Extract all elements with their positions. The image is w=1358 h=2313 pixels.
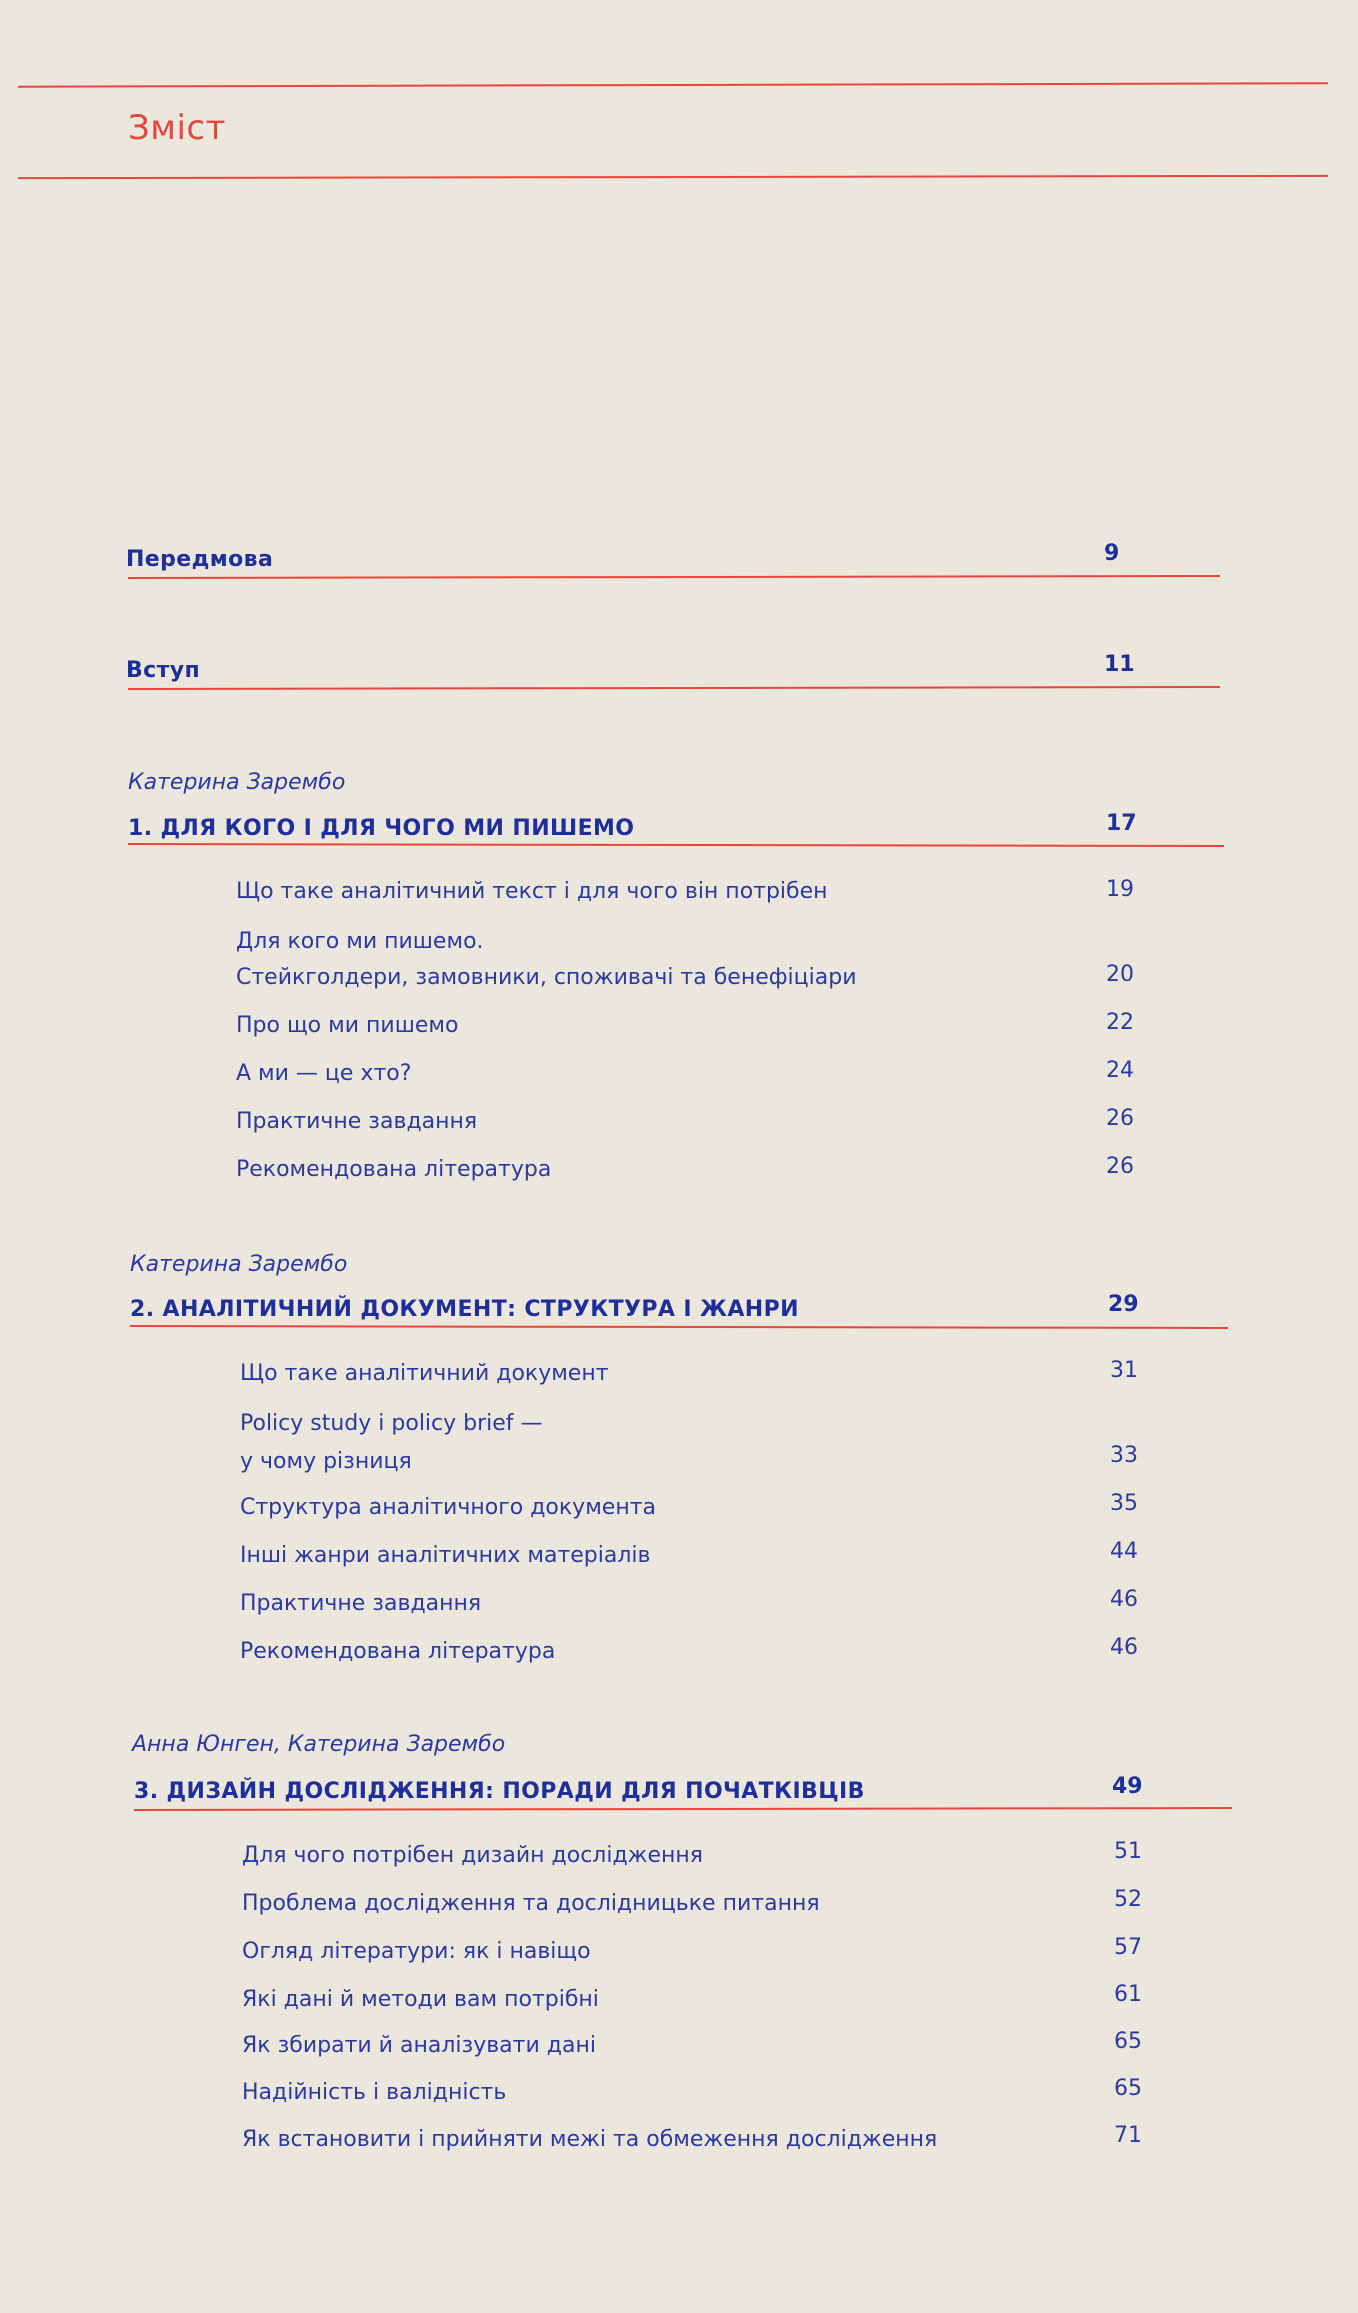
- page-title: Зміст: [128, 108, 226, 148]
- chapter-2-title[interactable]: 2. АНАЛІТИЧНИЙ ДОКУМЕНТ: СТРУКТУРА І ЖАНРИ: [130, 1297, 799, 1322]
- chapter-2-item-6-page: 46: [1110, 1635, 1138, 1660]
- chapter-3-title[interactable]: 3. ДИЗАЙН ДОСЛІДЖЕННЯ: ПОРАДИ ДЛЯ ПОЧАТКІВЦІВ: [134, 1779, 865, 1804]
- header-bottom-rule: [18, 175, 1328, 179]
- toc-page-introduction: 11: [1104, 652, 1135, 677]
- chapter-3-item-6-page: 65: [1114, 2076, 1142, 2101]
- header-top-rule: [18, 82, 1328, 87]
- chapter-3-item-6[interactable]: Надійність і валідність: [242, 2080, 507, 2105]
- chapter-1-title[interactable]: 1. ДЛЯ КОГО І ДЛЯ ЧОГО МИ ПИШЕМО: [128, 816, 635, 841]
- chapter-1-page: 17: [1106, 811, 1137, 836]
- chapter-1-author: Катерина Зарембо: [128, 770, 346, 795]
- chapter-3-item-5[interactable]: Як збирати й аналізувати дані: [242, 2033, 596, 2058]
- chapter-3-item-2[interactable]: Проблема дослідження та дослідницьке питання: [242, 1891, 820, 1916]
- chapter-3-item-3-page: 57: [1114, 1935, 1142, 1960]
- chapter-2-item-6[interactable]: Рекомендована література: [240, 1639, 556, 1664]
- chapter-3-page: 49: [1112, 1774, 1143, 1799]
- chapter-1-item-2-page: 20: [1106, 962, 1134, 987]
- chapter-3-item-4-page: 61: [1114, 1982, 1142, 2007]
- chapter-1-item-4-page: 24: [1106, 1058, 1134, 1083]
- chapter-2-author: Катерина Зарембо: [130, 1252, 348, 1277]
- chapter-1-item-2-line-2[interactable]: Стейкголдери, замовники, споживачі та бенефіціари: [236, 965, 857, 990]
- chapter-2-item-1[interactable]: Що таке аналітичний документ: [240, 1361, 609, 1386]
- chapter-2-page: 29: [1108, 1292, 1139, 1317]
- chapter-3-item-5-page: 65: [1114, 2029, 1142, 2054]
- chapter-3-item-7-page: 71: [1114, 2123, 1142, 2148]
- chapter-3-item-1-page: 51: [1114, 1839, 1142, 1864]
- toc-entry-introduction[interactable]: Вступ: [126, 658, 201, 683]
- chapter-3-item-4[interactable]: Які дані й методи вам потрібні: [242, 1987, 599, 2012]
- chapter-1-rule: [128, 843, 1224, 847]
- chapter-2-item-2-page: 33: [1110, 1443, 1138, 1468]
- chapter-3-rule: [134, 1807, 1232, 1811]
- chapter-1-item-1-page: 19: [1106, 877, 1134, 902]
- chapter-1-item-6[interactable]: Рекомендована література: [236, 1157, 552, 1182]
- chapter-2-item-3[interactable]: Структура аналітичного документа: [240, 1495, 657, 1520]
- chapter-3-item-2-page: 52: [1114, 1887, 1142, 1912]
- chapter-2-item-2-line-2[interactable]: у чому різниця: [240, 1449, 412, 1474]
- chapter-1-item-3[interactable]: Про що ми пишемо: [236, 1013, 459, 1038]
- chapter-1-item-1[interactable]: Що таке аналітичний текст і для чого він потрібен: [236, 879, 828, 904]
- chapter-2-rule: [130, 1325, 1228, 1329]
- chapter-2-item-5[interactable]: Практичне завдання: [240, 1591, 482, 1616]
- chapter-3-item-3[interactable]: Огляд літератури: як і навіщо: [242, 1939, 591, 1964]
- chapter-1-item-5[interactable]: Практичне завдання: [236, 1109, 478, 1134]
- chapter-3-item-1[interactable]: Для чого потрібен дизайн дослідження: [242, 1843, 704, 1868]
- toc-page-foreword: 9: [1104, 541, 1120, 566]
- chapter-1-item-4[interactable]: А ми — це хто?: [236, 1061, 412, 1086]
- chapter-3-author: Анна Юнген, Катерина Зарембо: [132, 1732, 506, 1757]
- chapter-1-item-2-line-1[interactable]: Для кого ми пишемо.: [236, 929, 484, 954]
- chapter-1-item-6-page: 26: [1106, 1154, 1134, 1179]
- chapter-1-item-3-page: 22: [1106, 1010, 1134, 1035]
- chapter-2-item-2-line-1[interactable]: Policy study і policy brief —: [240, 1411, 543, 1436]
- toc-entry-foreword[interactable]: Передмова: [126, 547, 274, 572]
- chapter-2-item-3-page: 35: [1110, 1491, 1138, 1516]
- chapter-2-item-5-page: 46: [1110, 1587, 1138, 1612]
- chapter-3-item-7[interactable]: Як встановити і прийняти межі та обмеження дослідження: [242, 2127, 938, 2152]
- chapter-1-item-5-page: 26: [1106, 1106, 1134, 1131]
- chapter-2-item-4-page: 44: [1110, 1539, 1138, 1564]
- toc-rule-foreword: [128, 575, 1220, 579]
- chapter-2-item-1-page: 31: [1110, 1358, 1138, 1383]
- toc-rule-introduction: [128, 686, 1220, 690]
- chapter-2-item-4[interactable]: Інші жанри аналітичних матеріалів: [240, 1543, 651, 1568]
